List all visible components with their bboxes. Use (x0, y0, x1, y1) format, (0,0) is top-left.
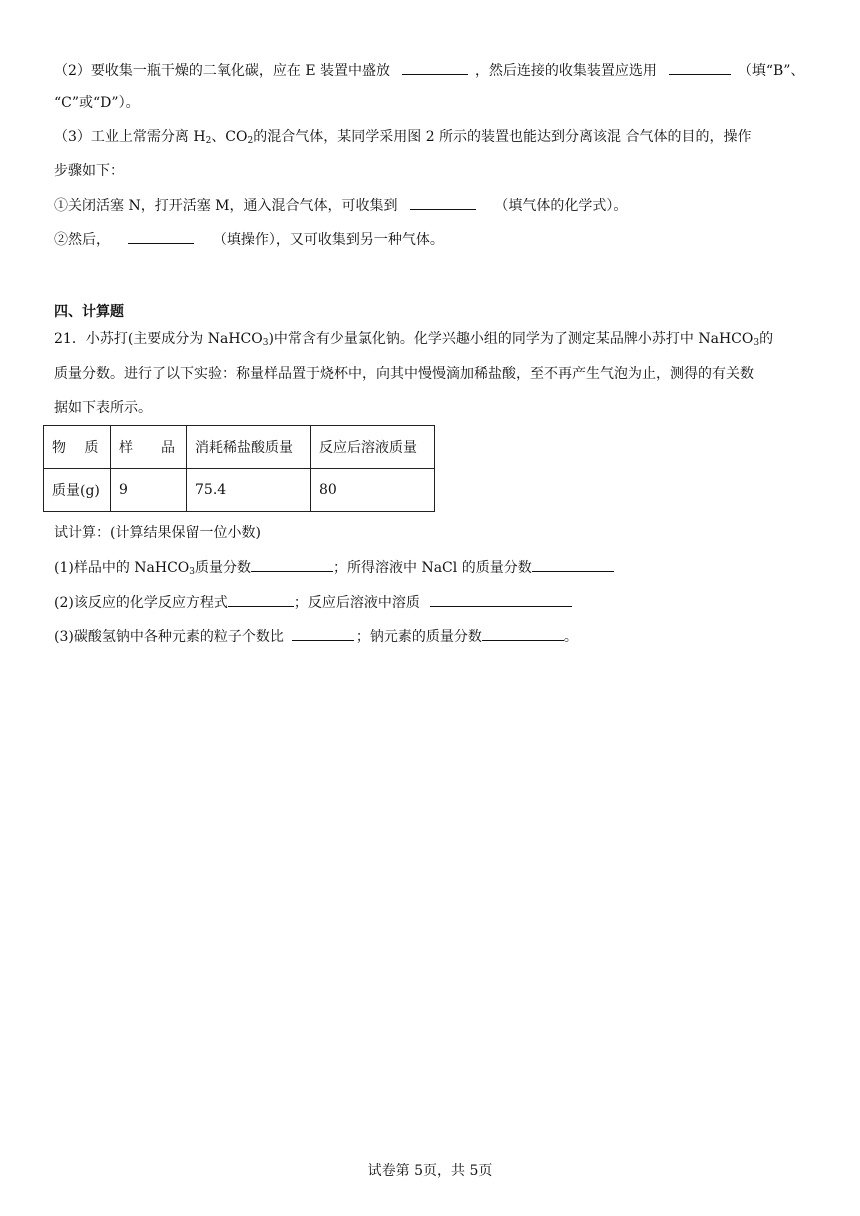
q20-part2-text-a: （2）要收集一瓶干燥的二氧化碳，应在 E 装置中盛放 (54, 63, 391, 79)
q21-calc-note: 试计算：(计算结果保留一位小数) (54, 525, 261, 541)
q20-part3-line2 (54, 161, 124, 181)
answer-blank[interactable] (251, 557, 333, 572)
subscript: 2 (247, 136, 254, 146)
q20-part2-line2 (54, 93, 140, 113)
subscript: 3 (189, 567, 196, 577)
answer-blank[interactable] (430, 592, 572, 607)
q21-line2: 质量分数。进行了以下实验：称量样品置于烧杯中，向其中慢慢滴加稀盐酸，至不再产生气泡为止，测得的有关数 (54, 366, 754, 382)
answer-blank[interactable] (532, 557, 614, 572)
section-title: 四、计算题 (54, 304, 124, 320)
table-header-row (44, 426, 435, 469)
answer-blank[interactable] (228, 592, 294, 607)
q21-sub1-text-b: 质量分数 (195, 560, 252, 576)
q20-part3-line1 (54, 127, 752, 147)
q21-line1 (54, 329, 773, 349)
q21-sub2-text-b: ；反应后溶液中溶质 (293, 595, 420, 611)
subscript: 2 (205, 136, 212, 146)
q20-part3-text-d: 步骤如下： (54, 163, 124, 179)
table-header-cell: 物 质 (44, 426, 111, 469)
q20-step1-text-b: （填气体的化学式）。 (494, 198, 628, 214)
q21-sub2-text-a: (2)该反应的化学反应方程式 (54, 595, 228, 611)
answer-blank[interactable] (128, 229, 194, 244)
subscript: 3 (753, 338, 760, 348)
q20-part3-text-a: （3）工业上常需分离 H (54, 129, 206, 145)
q21-sub3-text-a: (3)碳酸氢钠中各种元素的粒子个数比 (54, 629, 284, 645)
q21-sub1-text-c: ；所得溶液中 NaCl 的质量分数 (333, 560, 532, 576)
q20-part3-text-b: 、CO (211, 129, 248, 145)
q21-text-c: 的 (759, 331, 774, 347)
answer-blank[interactable] (402, 60, 468, 75)
q20-step2 (54, 229, 444, 250)
table-header-cell: 消耗稀盐酸质量 (187, 426, 311, 469)
q21-text-a: 21．小苏打(主要成分为 NaHCO (54, 331, 263, 347)
table-cell: 质量(g) (44, 469, 111, 512)
q20-part2-text-b: ，然后连接的收集装置应选用 (474, 63, 657, 79)
table-header-cell: 样 品 (111, 426, 187, 469)
q20-part3-text-c: 的混合气体，某同学采用图 2 所示的装置也能达到分离该混 合气体的目的，操作 (253, 129, 752, 145)
answer-blank[interactable] (292, 626, 354, 641)
q21-sub3-text-c: 。 (563, 629, 578, 645)
q20-step1-text-a: ①关闭活塞 N，打开活塞 M，通入混合气体，可收集到 (54, 198, 398, 214)
subscript: 3 (262, 338, 269, 348)
q21-sub3 (54, 626, 578, 647)
q21-sub3-text-b: ；钠元素的质量分数 (355, 629, 482, 645)
table-row (44, 469, 435, 512)
q20-step2-text-a: ②然后， (54, 232, 110, 248)
q20-part2-text-d: “C”或“D”）。 (54, 95, 140, 111)
table-cell: 75.4 (187, 469, 311, 512)
table-header-cell: 反应后溶液质量 (311, 426, 435, 469)
q20-part2-line1 (54, 60, 804, 81)
answer-blank[interactable] (669, 60, 731, 75)
table-cell: 9 (111, 469, 187, 512)
q21-line3: 据如下表所示。 (54, 400, 152, 416)
table-cell: 80 (311, 469, 435, 512)
q20-step2-text-b: （填操作），又可收集到另一种气体。 (212, 232, 444, 248)
answer-blank[interactable] (482, 626, 564, 641)
q21-text-b: )中常含有少量氯化钠。化学兴趣小组的同学为了测定某品牌小苏打中 NaHCO (268, 331, 754, 347)
q20-part2-text-c: （填“B”、 (737, 63, 805, 79)
q21-sub1 (54, 557, 614, 578)
data-table (43, 425, 435, 512)
q20-step1 (54, 195, 627, 216)
page-footer: 试卷第 5页，共 5页 (367, 1163, 493, 1179)
q21-sub1-text-a: (1)样品中的 NaHCO (54, 560, 190, 576)
q21-sub2 (54, 592, 574, 613)
answer-blank[interactable] (410, 195, 476, 210)
